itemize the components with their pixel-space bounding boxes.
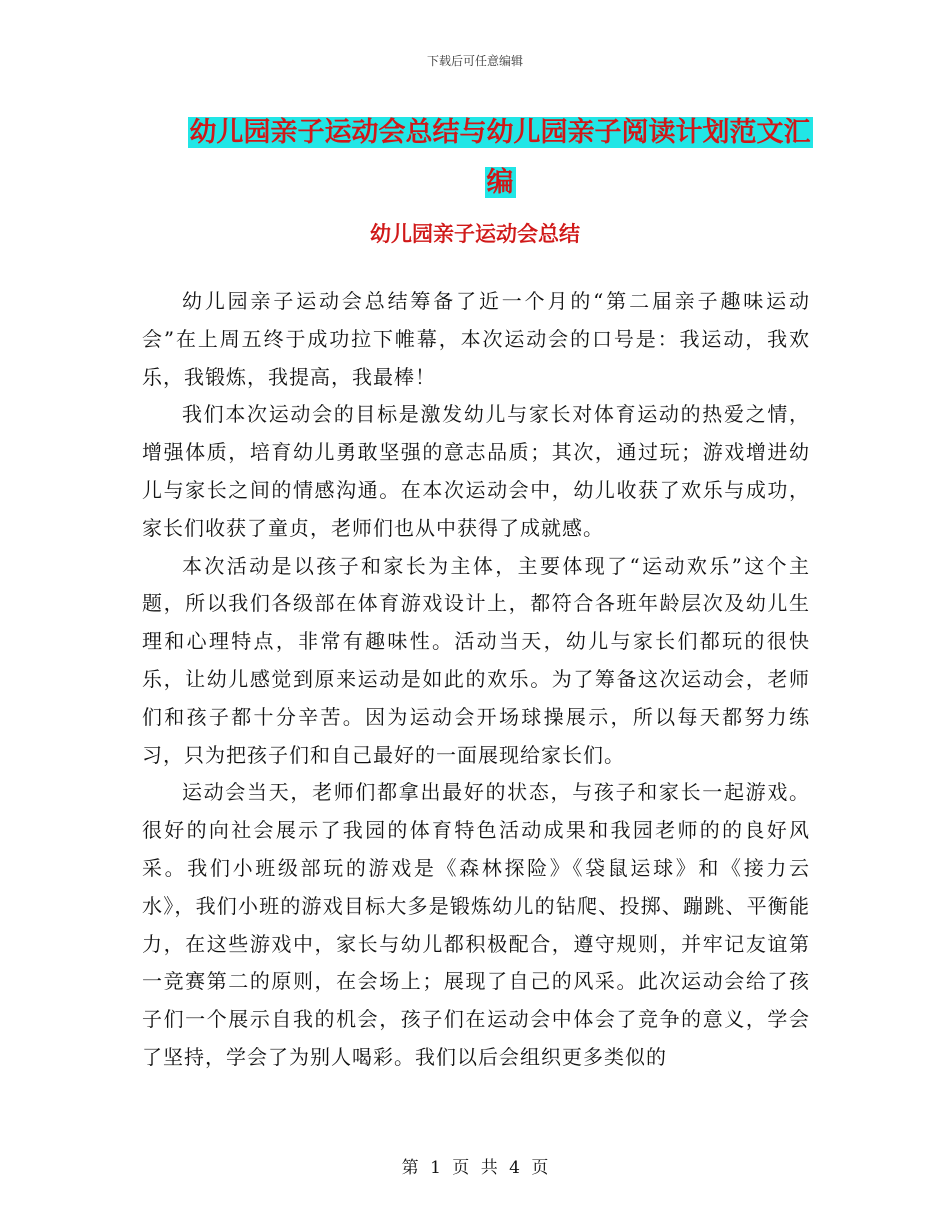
header-note: 下载后可任意编辑	[426, 54, 523, 68]
paragraph: 本次活动是以孩子和家长为主体，主要体现了“运动欢乐”这个主题，所以我们各级部在体育游戏设计上，都符合各班年龄层次及幼儿生理和心理特点，非常有趣味性。活动当天，幼儿与家长们都玩的很快乐，让幼儿感觉到原来运动是如此的欢乐。为了筹备这次运动会，老师们和孩子都十分辛苦。因为运动会开场球操展示，所以每天都努力练习，只为把孩子们和自己最好的一面展现给家长们。	[142, 553, 810, 767]
body-text	[142, 283, 810, 1077]
paragraph: 幼儿园亲子运动会总结筹备了近一个月的“第二届亲子趣味运动会”在上周五终于成功拉下帷幕，本次运动会的口号是：我运动，我欢乐，我锻炼，我提高，我最棒！	[142, 289, 810, 389]
page-number: 第 1 页 共 4 页	[401, 1158, 549, 1178]
document-title-line-2: 编	[486, 167, 514, 198]
paragraph: 我们本次运动会的目标是激发幼儿与家长对体育运动的热爱之情，增强体质，培育幼儿勇敢坚强的意志品质；其次，通过玩；游戏增进幼儿与家长之间的情感沟通。在本次运动会中，幼儿收获了欢乐与成功，家长们收获了童贞，老师们也从中获得了成就感。	[142, 402, 810, 540]
document-title	[140, 108, 860, 208]
paragraph: 运动会当天，老师们都拿出最好的状态，与孩子和家长一起游戏。很好的向社会展示了我园的体育特色活动成果和我园老师的的良好风采。我们小班级部玩的游戏是《森林探险》《袋鼠运球》和《接力云水》，我们小班的游戏目标大多是锻炼幼儿的钻爬、投掷、蹦跳、平衡能力，在这些游戏中，家长与幼儿都积极配合，遵守规则，并牢记友谊第一竞赛第二的原则，在会场上；展现了自己的风采。此次运动会给了孩子们一个展示自我的机会，孩子们在运动会中体会了竞争的意义，学会了坚持，学会了为别人喝彩。我们以后会组织更多类似的	[142, 780, 810, 1069]
section-title: 幼儿园亲子运动会总结	[370, 222, 580, 246]
document-title-line-1: 幼儿园亲子运动会总结与幼儿园亲子阅读计划范文汇	[189, 117, 811, 148]
